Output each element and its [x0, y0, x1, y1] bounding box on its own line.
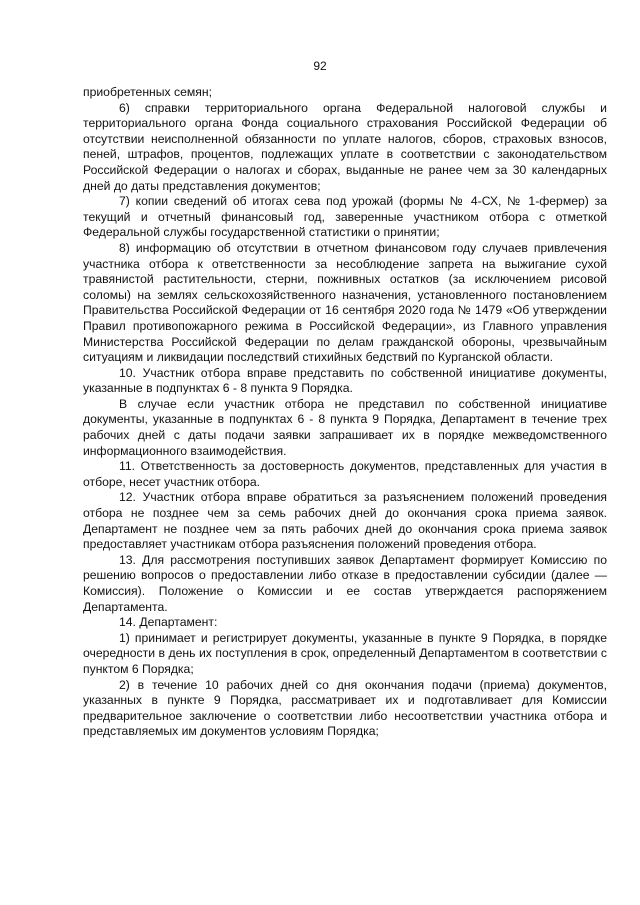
paragraph-clause-14: 14. Департамент:: [119, 615, 218, 630]
paragraph-clause-14-item-2: 2) в течение 10 рабочих дней со дня окончания подачи (приема) документов, указанных в пункте 9 Порядка, рассматривает их и подготавливает для Комиссии предварительное заключение о соответствии либо несоответствии участника отбора и представляемых им документов условиям Порядка;: [83, 677, 607, 739]
paragraph-clause-10: 10. Участник отбора вправе представить по собственной инициативе документы, указанные в подпунктах 6 - 8 пункта 9 Порядка.: [83, 365, 607, 396]
paragraph-item-8: 8) информацию об отсутствии в отчетном финансовом году случаев привлечения участника отбора к ответственности за несоблюдение запрета на выжигание сухой травянистой растительности, стерни, пожнивных остатков (за исключением рисовой соломы) на землях сельскохозяйственного назначения, установленного постановлением Правительства Российской Федерации от 16 сентября 2020 года № 1479 «Об утверждении Правил противопожарного режима в Российской Федерации», из Главного управления Министерства Российской Федерации по делам гражданской обороны, чрезвычайным ситуациям и ликвидации последствий стихийных бедствий по Курганской области.: [83, 240, 607, 365]
page-number: 92: [313, 59, 327, 73]
paragraph-continuation: приобретенных семян;: [83, 85, 212, 99]
paragraph-clause-12: 12. Участник отбора вправе обратиться за разъяснением положений проведения отбора не позднее чем за семь рабочих дней до окончания срока приема заявок. Департамент не позднее чем за пять рабочих дней до окончания срока приема заявок предоставляет участникам отбора разъяснения положений проведения отбора.: [83, 490, 607, 552]
document-body: [83, 85, 607, 740]
paragraph-clause-14-item-1: 1) принимает и регистрирует документы, указанные в пункте 9 Порядка, в порядке очередности в день их поступления в срок, определенный Департаментом в соответствии с пунктом 6 Порядка;: [83, 630, 607, 676]
paragraph-clause-10-case: В случае если участник отбора не представил по собственной инициативе документы, указанные в подпунктах 6 - 8 пункта 9 Порядка, Департамент в течение трех рабочих дней с даты подачи заявки запрашивает их в порядке межведомственного информационного взаимодействия.: [83, 396, 607, 458]
paragraph-item-7: 7) копии сведений об итогах сева под урожай (формы № 4-СХ, № 1-фермер) за текущий и отчетный финансовый год, заверенные участником отбора с отметкой Федеральной службы государственной статистики о принятии;: [83, 194, 607, 240]
paragraph-item-6: 6) справки территориального органа Федеральной налоговой службы и территориального органа Фонда социального страхования Российской Федерации об отсутствии неисполненной обязанности по уплате налогов, сборов, страховых взносов, пеней, штрафов, процентов, подлежащих уплате в соответствии с законодательством Российской Федерации о налогах и сборах, выданные не ранее чем за 30 календарных дней до даты представления документов;: [83, 100, 607, 193]
paragraph-clause-13: 13. Для рассмотрения поступивших заявок Департамент формирует Комиссию по решению вопросов о предоставлении либо отказе в предоставлении субсидии (далее — Комиссия). Положение о Комиссии и ее состав утверждается распоряжением Департамента.: [83, 552, 607, 614]
paragraph-clause-11: 11. Ответственность за достоверность документов, представленных для участия в отборе, несет участник отбора.: [83, 459, 607, 489]
